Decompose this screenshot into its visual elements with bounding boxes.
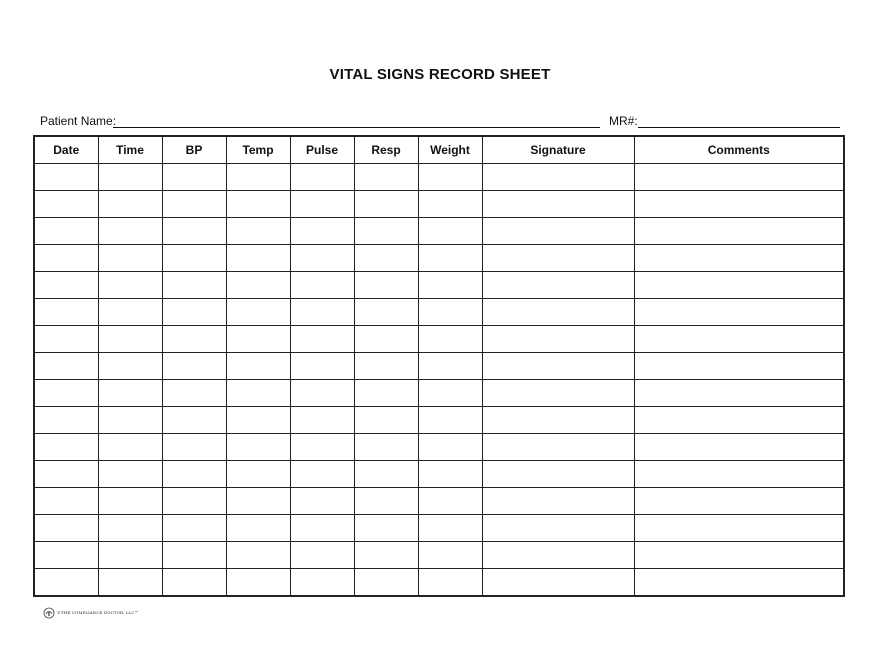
table-cell-date[interactable]: [34, 191, 98, 218]
table-cell-signature[interactable]: [482, 245, 634, 272]
page-title: VITAL SIGNS RECORD SHEET: [329, 66, 551, 83]
table-cell-resp[interactable]: [354, 299, 418, 326]
column-header-time: Time: [98, 136, 162, 164]
table-cell-bp[interactable]: [162, 191, 226, 218]
table-cell-comments[interactable]: [634, 461, 844, 488]
table-cell-bp[interactable]: [162, 299, 226, 326]
patient-info-line: [40, 114, 840, 130]
table-cell-pulse[interactable]: [290, 380, 354, 407]
table-cell-time[interactable]: [98, 542, 162, 569]
table-cell-date[interactable]: [34, 272, 98, 299]
column-header-signature: Signature: [482, 136, 634, 164]
table-cell-signature[interactable]: [482, 434, 634, 461]
table-row: [34, 569, 844, 597]
table-row: [34, 542, 844, 569]
table-cell-temp[interactable]: [226, 515, 290, 542]
column-header-pulse: Pulse: [290, 136, 354, 164]
table-cell-bp[interactable]: [162, 380, 226, 407]
table-cell-temp[interactable]: [226, 434, 290, 461]
table-row: [34, 515, 844, 542]
table-cell-comments[interactable]: [634, 299, 844, 326]
column-header-resp: Resp: [354, 136, 418, 164]
table-cell-weight[interactable]: [418, 191, 482, 218]
table-cell-date[interactable]: [34, 569, 98, 597]
table-cell-resp[interactable]: [354, 461, 418, 488]
table-body: [34, 164, 844, 597]
table-cell-resp[interactable]: [354, 245, 418, 272]
table-cell-signature[interactable]: [482, 191, 634, 218]
table-cell-pulse[interactable]: [290, 434, 354, 461]
column-header-weight: Weight: [418, 136, 482, 164]
table-cell-temp[interactable]: [226, 326, 290, 353]
table-cell-date[interactable]: [34, 515, 98, 542]
column-header-date: Date: [34, 136, 98, 164]
table-cell-date[interactable]: [34, 164, 98, 191]
compliance-doctor-logo-icon: [43, 606, 55, 618]
table-cell-pulse[interactable]: [290, 191, 354, 218]
table-cell-time[interactable]: [98, 488, 162, 515]
table-cell-temp[interactable]: [226, 164, 290, 191]
table-cell-bp[interactable]: [162, 542, 226, 569]
table-cell-comments[interactable]: [634, 164, 844, 191]
table-cell-time[interactable]: [98, 380, 162, 407]
table-row: [34, 380, 844, 407]
table-cell-weight[interactable]: [418, 434, 482, 461]
table-cell-resp[interactable]: [354, 488, 418, 515]
table-cell-time[interactable]: [98, 191, 162, 218]
table-cell-bp[interactable]: [162, 272, 226, 299]
table-cell-resp[interactable]: [354, 407, 418, 434]
table-cell-time[interactable]: [98, 218, 162, 245]
table-cell-pulse[interactable]: [290, 299, 354, 326]
table-cell-time[interactable]: [98, 515, 162, 542]
table-cell-temp[interactable]: [226, 569, 290, 597]
table-cell-signature[interactable]: [482, 488, 634, 515]
table-cell-date[interactable]: [34, 488, 98, 515]
table-row: [34, 218, 844, 245]
table-cell-bp[interactable]: [162, 245, 226, 272]
column-header-comments: Comments: [634, 136, 844, 164]
column-header-temp: Temp: [226, 136, 290, 164]
table-cell-pulse[interactable]: [290, 245, 354, 272]
table-cell-temp[interactable]: [226, 542, 290, 569]
table-cell-weight[interactable]: [418, 488, 482, 515]
table-cell-resp[interactable]: [354, 326, 418, 353]
table-cell-resp[interactable]: [354, 434, 418, 461]
table-cell-comments[interactable]: [634, 515, 844, 542]
table-cell-time[interactable]: [98, 569, 162, 597]
table-cell-resp[interactable]: [354, 272, 418, 299]
table-cell-time[interactable]: [98, 461, 162, 488]
table-cell-resp[interactable]: [354, 353, 418, 380]
table-cell-temp[interactable]: [226, 245, 290, 272]
table-cell-date[interactable]: [34, 218, 98, 245]
table-cell-temp[interactable]: [226, 380, 290, 407]
table-cell-weight[interactable]: [418, 407, 482, 434]
table-cell-date[interactable]: [34, 461, 98, 488]
table-cell-bp[interactable]: [162, 569, 226, 597]
table-cell-resp[interactable]: [354, 218, 418, 245]
table-cell-resp[interactable]: [354, 164, 418, 191]
table-row: [34, 164, 844, 191]
table-cell-weight[interactable]: [418, 272, 482, 299]
table-cell-comments[interactable]: [634, 488, 844, 515]
table-cell-comments[interactable]: [634, 569, 844, 597]
table-cell-temp[interactable]: [226, 461, 290, 488]
table-cell-weight[interactable]: [418, 542, 482, 569]
table-header-row: [34, 136, 844, 164]
table-cell-bp[interactable]: [162, 515, 226, 542]
table-cell-bp[interactable]: [162, 218, 226, 245]
table-row: [34, 353, 844, 380]
table-cell-signature[interactable]: [482, 407, 634, 434]
table-cell-signature[interactable]: [482, 272, 634, 299]
table-cell-comments[interactable]: [634, 326, 844, 353]
table-cell-time[interactable]: [98, 164, 162, 191]
table-row: [34, 299, 844, 326]
table-cell-signature[interactable]: [482, 569, 634, 597]
table-cell-comments[interactable]: [634, 272, 844, 299]
table-cell-pulse[interactable]: [290, 353, 354, 380]
mr-number-field[interactable]: [638, 127, 840, 128]
table-cell-signature[interactable]: [482, 461, 634, 488]
table-cell-date[interactable]: [34, 326, 98, 353]
table-cell-resp[interactable]: [354, 569, 418, 597]
table-cell-temp[interactable]: [226, 299, 290, 326]
table-cell-comments[interactable]: [634, 380, 844, 407]
table-cell-comments[interactable]: [634, 245, 844, 272]
vital-signs-table: [33, 135, 845, 597]
table-cell-weight[interactable]: [418, 515, 482, 542]
table-cell-resp[interactable]: [354, 380, 418, 407]
table-cell-pulse[interactable]: [290, 272, 354, 299]
table-cell-weight[interactable]: [418, 299, 482, 326]
table-cell-time[interactable]: [98, 326, 162, 353]
table-cell-pulse[interactable]: [290, 542, 354, 569]
table-cell-bp[interactable]: [162, 353, 226, 380]
mr-number-label: MR#:: [609, 114, 638, 128]
table-cell-time[interactable]: [98, 434, 162, 461]
table-row: [34, 272, 844, 299]
table-cell-pulse[interactable]: [290, 515, 354, 542]
table-cell-pulse[interactable]: [290, 164, 354, 191]
table-cell-signature[interactable]: [482, 515, 634, 542]
table-cell-date[interactable]: [34, 245, 98, 272]
table-cell-weight[interactable]: [418, 569, 482, 597]
table-cell-signature[interactable]: [482, 353, 634, 380]
patient-name-field[interactable]: [113, 127, 600, 128]
table-cell-signature[interactable]: [482, 542, 634, 569]
table-cell-time[interactable]: [98, 245, 162, 272]
table-cell-weight[interactable]: [418, 245, 482, 272]
table-row: [34, 407, 844, 434]
table-cell-bp[interactable]: [162, 461, 226, 488]
table-cell-date[interactable]: [34, 299, 98, 326]
table-cell-date[interactable]: [34, 353, 98, 380]
table-cell-signature[interactable]: [482, 218, 634, 245]
table-cell-weight[interactable]: [418, 218, 482, 245]
table-cell-pulse[interactable]: [290, 407, 354, 434]
table-cell-comments[interactable]: [634, 353, 844, 380]
table-cell-time[interactable]: [98, 353, 162, 380]
table-row: [34, 461, 844, 488]
table-cell-bp[interactable]: [162, 434, 226, 461]
table-cell-date[interactable]: [34, 380, 98, 407]
table-cell-date[interactable]: [34, 407, 98, 434]
table-cell-weight[interactable]: [418, 164, 482, 191]
table-cell-comments[interactable]: [634, 434, 844, 461]
table-cell-weight[interactable]: [418, 326, 482, 353]
table-cell-comments[interactable]: [634, 191, 844, 218]
table-row: [34, 488, 844, 515]
table-cell-signature[interactable]: [482, 380, 634, 407]
table-cell-resp[interactable]: [354, 542, 418, 569]
table-cell-comments[interactable]: [634, 542, 844, 569]
table-cell-pulse[interactable]: [290, 488, 354, 515]
table-cell-signature[interactable]: [482, 164, 634, 191]
table-cell-bp[interactable]: [162, 407, 226, 434]
table-cell-comments[interactable]: [634, 218, 844, 245]
table-cell-temp[interactable]: [226, 191, 290, 218]
table-cell-temp[interactable]: [226, 407, 290, 434]
table-cell-weight[interactable]: [418, 461, 482, 488]
table-cell-time[interactable]: [98, 299, 162, 326]
table-row: [34, 434, 844, 461]
table-cell-pulse[interactable]: [290, 461, 354, 488]
table-cell-bp[interactable]: [162, 164, 226, 191]
table-row: [34, 191, 844, 218]
table-cell-time[interactable]: [98, 272, 162, 299]
table-cell-temp[interactable]: [226, 218, 290, 245]
table-cell-time[interactable]: [98, 407, 162, 434]
table-cell-temp[interactable]: [226, 353, 290, 380]
copyright-text: ©THE COMPLIANCE DOCTOR, LLC™: [57, 609, 139, 615]
patient-name-label: Patient Name:: [40, 114, 117, 128]
table-cell-temp[interactable]: [226, 488, 290, 515]
table-cell-bp[interactable]: [162, 326, 226, 353]
table-cell-weight[interactable]: [418, 353, 482, 380]
table-cell-resp[interactable]: [354, 191, 418, 218]
table-cell-comments[interactable]: [634, 407, 844, 434]
footer: [43, 605, 139, 619]
table-cell-signature[interactable]: [482, 299, 634, 326]
table-cell-date[interactable]: [34, 542, 98, 569]
table-cell-pulse[interactable]: [290, 218, 354, 245]
table-cell-weight[interactable]: [418, 380, 482, 407]
table-cell-date[interactable]: [34, 434, 98, 461]
table-cell-resp[interactable]: [354, 515, 418, 542]
table-row: [34, 326, 844, 353]
column-header-bp: BP: [162, 136, 226, 164]
table-cell-pulse[interactable]: [290, 326, 354, 353]
table-cell-signature[interactable]: [482, 326, 634, 353]
table-cell-bp[interactable]: [162, 488, 226, 515]
table-cell-pulse[interactable]: [290, 569, 354, 597]
table-cell-temp[interactable]: [226, 272, 290, 299]
table-row: [34, 245, 844, 272]
